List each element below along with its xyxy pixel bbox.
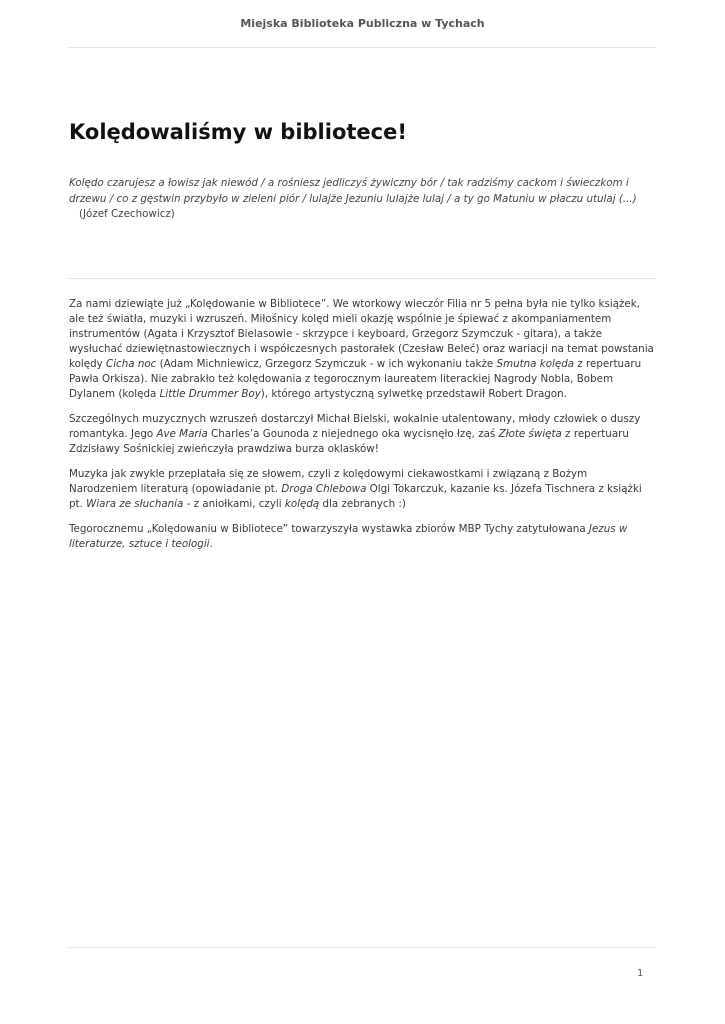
paragraph-1 (69, 297, 657, 402)
paragraph-text: dla zebranych :) (319, 498, 406, 510)
song-title: Ave Maria (156, 428, 208, 440)
song-title: Cicha noc (106, 358, 157, 370)
content-divider (69, 278, 656, 279)
article-body (69, 297, 657, 562)
paragraph-text: Olgi Tokarczuk, kazanie ks. Józefa Tischnera z książki pt. (69, 483, 642, 510)
book-title: Droga Chlebowa (281, 483, 367, 495)
paragraph-4 (69, 522, 657, 552)
header-divider (69, 47, 656, 48)
song-title: Złote święta (498, 428, 562, 440)
paragraph-text: (Adam Michniewicz, Grzegorz Szymczuk - w ich wykonaniu także (156, 358, 497, 370)
paragraph-text: Za nami dziewiąte już „Kolędowanie w Bibliotece”. We wtorkowy wieczór Filia nr 5 pełna była nie tylko książek, ale też światła, muzyki i wzruszeń. Miłośnicy kolęd mieli okazję wspólnie je śpiewać z akompaniamentem instrumentów (Agata i Krzysztof Bielasowie - skrzypce i keyboard, Grzegorz Szymczuk - gitara), a także wysłuchać dziewiętnastowiecznych i współczesnych pastorałek (Czesław Beleć) oraz wariacji na temat powstania kolędy (69, 298, 654, 370)
exhibition-title: Jezus w literaturze, sztuce i teologii (69, 523, 628, 550)
book-title: Wiara ze słuchania (86, 498, 184, 510)
page-number: 1 (637, 968, 644, 979)
paragraph-3 (69, 467, 657, 512)
site-title: Miejska Biblioteka Publiczna w Tychach (240, 17, 485, 30)
poem-quote (69, 176, 657, 223)
quote-verse: Kolędo czarujesz a łowisz jak niewód / a rośniesz jedliczyś żywiczny bór / tak radziśmy cackom i świeczkom i drzewu / co z gęstwin przybyło w zieleni piór / lulajże Jezuniu lulajże lulaj / a ty go Matuniu w płaczu utulaj (...) (69, 177, 637, 205)
paragraph-text: ), którego artystyczną sylwetkę przedstawił Robert Dragon. (260, 388, 567, 400)
paragraph-text: . (209, 538, 213, 550)
paragraph-text: Szczególnych muzycznych wzruszeń dostarczył Michał Bielski, wokalnie utalentowany, młody człowiek o duszy romantyka. Jego (69, 413, 641, 440)
paragraph-2 (69, 412, 657, 457)
paragraph-text: Muzyka jak zwykle przeplatała się ze słowem, czyli z kolędowymi ciekawostkami i związaną z Bożym Narodzeniem literaturą (opowiadanie pt. (69, 468, 588, 495)
song-title: Smutna kolęda (496, 358, 575, 370)
footer-divider (69, 947, 656, 948)
article-title: Kolędowaliśmy w bibliotece! (69, 120, 407, 144)
paragraph-text: Charles’a Gounoda z niejednego oka wycisnęło łzę, zaś (207, 428, 499, 440)
emphasis-text: kolędą (284, 498, 320, 510)
paragraph-text: z repertuaru Pawła Orkisza). Nie zabrakło też kolędowania z tegorocznym laureatem literackiej Nagrody Nobla, Bobem Dylanem (kolęda (69, 358, 642, 400)
paragraph-text: - z aniołkami, czyli (183, 498, 285, 510)
quote-author: (Józef Czechowicz) (79, 208, 175, 220)
song-title: Little Drummer Boy (159, 388, 261, 400)
paragraph-text: z repertuaru Zdzisławy Sośnickiej zwieńczyła prawdziwa burza oklasków! (69, 428, 629, 455)
paragraph-text: Tegorocznemu „Kolędowaniu w Bibliotece” towarzyszyła wystawka zbiorów MBP Tychy zatytułowana (69, 523, 589, 535)
